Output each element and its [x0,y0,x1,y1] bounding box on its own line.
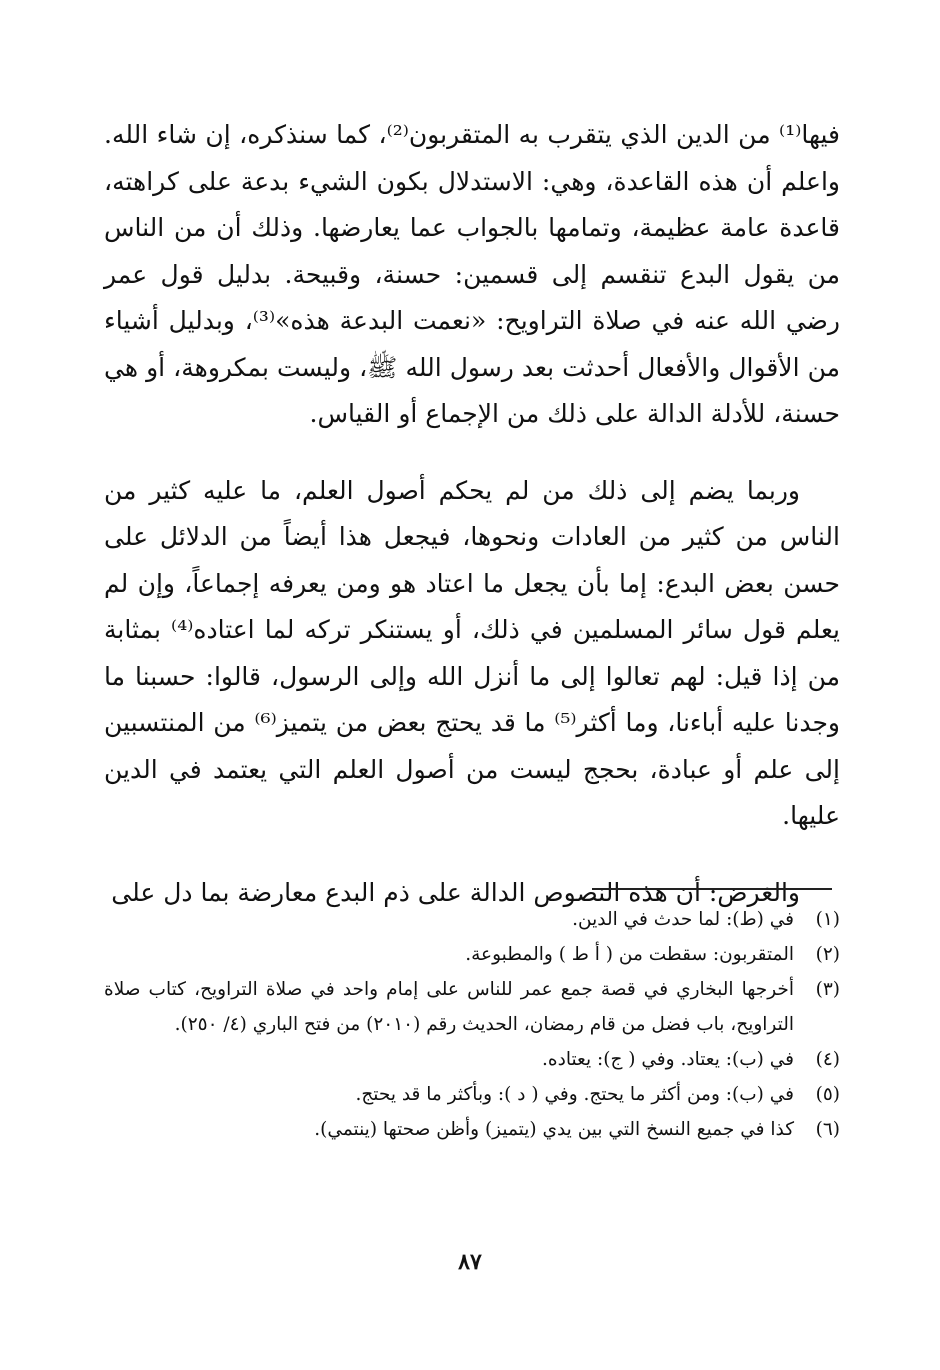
footnote-3 [104,972,840,1042]
footnote-number: (٦) [815,1119,840,1140]
footnote-text: في (ب): ومن أكثر ما يحتج. وفي ( د ): وبأكثر ما قد يحتج. [355,1084,794,1105]
footnote-number: (٢) [815,944,840,965]
paragraph-1: فيها⁽¹⁾ من الدين الذي يتقرب به المتقربون⁽²⁾، كما سنذكره، إن شاء الله. واعلم أن هذه القاعدة، وهي: الاستدلال بكون الشيء بدعة على كراهته، قاعدة عامة عظيمة، وتمامها بالجواب عما يعارضها. وذلك أن من الناس من يقول البدع تنقسم إلى قسمين: حسنة، وقبيحة. بدليل قول عمر رضي الله عنه في صلاة التراويح: «نعمت البدعة هذه»⁽³⁾، وبدليل أشياء من الأقوال والأفعال أحدثت بعد رسول الله ﷺ، وليست بمكروهة، أو هي حسنة، للأدلة الدالة على ذلك من الإجماع أو القياس. [104,120,840,428]
footnote-text: في (ب): يعتاد. وفي ( ج): يعتاده. [542,1049,794,1070]
page-number: ٨٧ [458,1249,482,1275]
footnote-number: (٣) [815,979,840,1000]
footnote-number: (٤) [815,1049,840,1070]
footnote-text: في (ط): لما حدث في الدين. [572,909,794,930]
footnote-2 [104,937,840,972]
footnote-text: أخرجها البخاري في قصة جمع عمر للناس على إمام واحد في صلاة التراويح، كتاب صلاة التراويح، باب فضل من قام رمضان، الحديث رقم (٢٠١٠) من فتح الباري (٤/ ٢٥٠). [104,979,794,1035]
footnote-4 [104,1042,840,1077]
paragraph-2: وربما يضم إلى ذلك من لم يحكم أصول العلم، ما عليه كثير من الناس من كثير من العادات ونحوها، فيجعل هذا أيضاً من الدلائل على حسن بعض البدع: إما بأن يجعل ما اعتاد هو ومن يعرفه إجماعاً، وإن لم يعلم قول سائر المسلمين في ذلك، أو يستنكر تركه لما اعتاده⁽⁴⁾ بمثابة من إذا قيل: لهم تعالوا إلى ما أنزل الله وإلى الرسول، قالوا: حسبنا ما وجدنا عليه أباءنا، وما أكثر⁽⁵⁾ ما قد يحتج بعض من يتميز⁽⁶⁾ من المنتسبين إلى علم أو عبادة، بحجج ليست من أصول العلم التي يعتمد في الدين عليها. [104,475,840,830]
footnote-5 [104,1077,840,1112]
footnote-number: (٥) [815,1084,840,1105]
main-text [104,112,840,916]
footnote-1 [104,902,840,937]
footnote-divider [592,888,832,890]
paragraph-3: والغرض: أن هذه النصوص الدالة على ذم البدع معارضة بما دل على [111,877,800,907]
footnotes [104,902,840,1147]
footnote-number: (١) [815,909,840,930]
footnote-6 [104,1112,840,1147]
footnote-text: المتقربون: سقطت من ( أ ط ) والمطبوعة. [465,944,794,965]
footnote-text: كذا في جميع النسخ التي بين يدي (يتميز) وأظن صحتها (ينتمي). [314,1119,794,1140]
